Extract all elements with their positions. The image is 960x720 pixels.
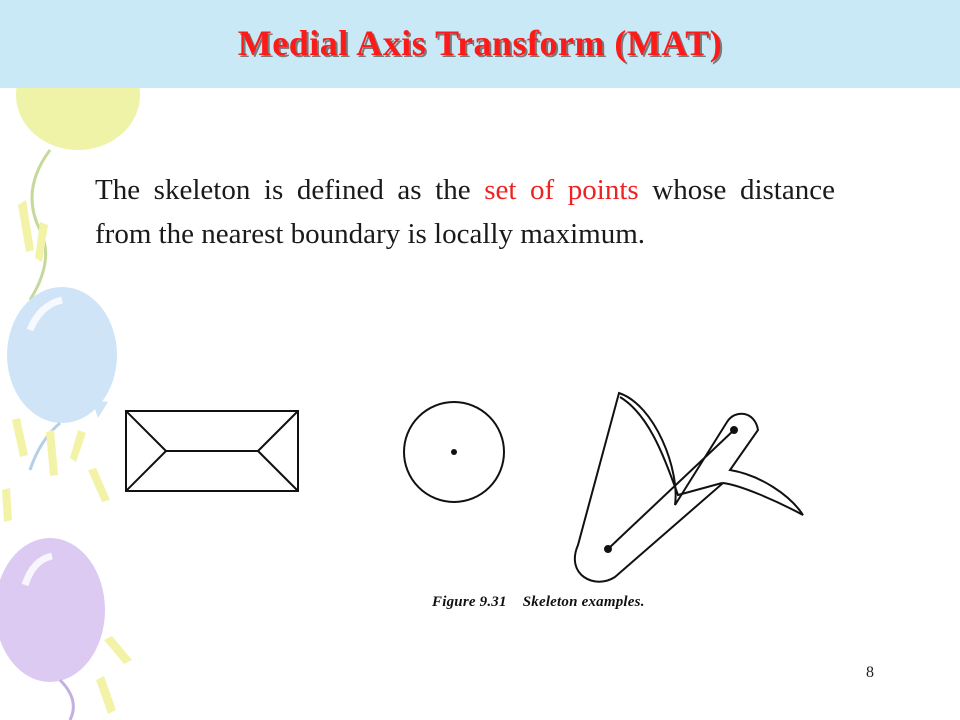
rectangle-skeleton xyxy=(126,411,298,491)
body-text-part1: The skeleton is defined as the xyxy=(95,174,485,206)
leaf-shape-skeleton xyxy=(575,393,803,582)
body-highlight: set of points xyxy=(484,174,639,206)
circle-skeleton xyxy=(404,402,504,502)
title-bar xyxy=(0,0,960,88)
page-number: 8 xyxy=(866,664,874,681)
figure-caption xyxy=(432,594,645,611)
balloon-decoration xyxy=(0,0,140,720)
body-paragraph xyxy=(95,168,835,256)
figure-caption-text: Skeleton examples. xyxy=(522,594,645,610)
skeleton-examples-figure xyxy=(110,375,830,590)
body-text-part2: whose distance from the nearest boundary is locally maximum. xyxy=(95,174,835,250)
figure-caption-number: Figure 9.31 xyxy=(432,594,507,610)
slide-title: Medial Axis Transform (MAT) xyxy=(237,23,723,63)
purple-balloon-icon xyxy=(0,538,105,720)
